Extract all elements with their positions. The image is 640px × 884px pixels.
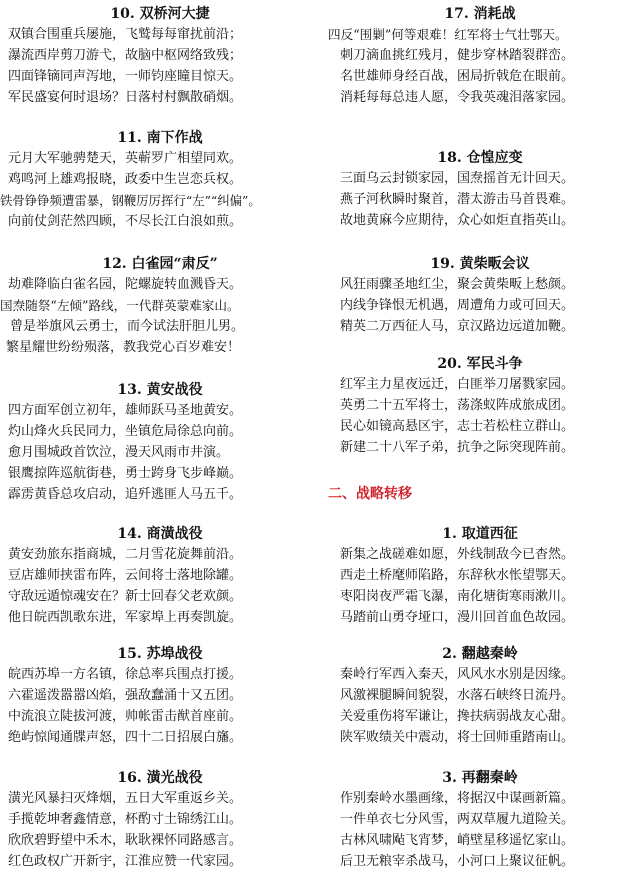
poem-s2-1 (320, 524, 640, 628)
poem-line: 内线争锋恨无机遇，周遭角力或可回天。 (340, 298, 575, 313)
poem-title: 19. 黄柴畈会议 (430, 256, 530, 272)
poem-line: 他日皖西凯歌东进，军家埠上再奏凯旋。 (8, 610, 243, 625)
poem-17 (320, 4, 640, 108)
poem-12 (0, 254, 320, 358)
poem-line: 枣阳岗夜严霜飞瀑，南化塘街寒雨漱川。 (340, 589, 575, 604)
poem-title: 11. 南下作战 (117, 130, 203, 146)
poem-line: 燕子河秋瞬时聚首，潜太游击马首畏难。 (340, 192, 575, 207)
poem-15 (0, 644, 320, 748)
poem-19 (320, 254, 640, 337)
poem-line: 西走土桥麾师陷路，东辞秋水怅望鄂天。 (340, 568, 575, 583)
poem-line: 国焘随祭“左倾”路线，一代群英蒙难家山。 (0, 298, 240, 313)
poem-line: 后卫无粮宰杀战马，小河口上聚议征帆。 (340, 854, 575, 869)
poem-title: 2. 翻越秦岭 (442, 646, 518, 662)
poem-line: 名世雄师身经百战，困局折戟危在眼前。 (340, 69, 575, 84)
poem-line: 风激裸腿瞬间貌裂，水落石峡终日流丹。 (340, 688, 575, 703)
poem-line: 手揽乾坤奢鑫情意，杯酌寸土锦绣江山。 (8, 812, 243, 827)
poem-title: 1. 取道西征 (442, 526, 518, 542)
poem-title: 16. 潢光战役 (117, 770, 203, 786)
poem-line: 黄安劲旅东指商城，二月雪花旋舞前沿。 (8, 547, 243, 562)
poem-line: 三面乌云封锁家园，国焘摇首无计回天。 (340, 171, 575, 186)
poem-line: 繁星耀世纷纷殒落，教我党心百岁难安！ (6, 340, 241, 355)
poem-line: 英勇二十五军将士，荡涤蚁阵成旅成团。 (340, 398, 575, 413)
poem-line: 秦岭行军西入秦天，风风水水别是因缘。 (340, 667, 575, 682)
poem-line: 红色政权广开新宇，江淮应赞一代家园。 (8, 854, 243, 869)
poem-14 (0, 524, 320, 628)
poem-line: 霹雳黄昏总攻启动，追歼逃匪人马五千。 (8, 487, 243, 502)
poem-title: 15. 苏埠战役 (117, 646, 203, 662)
section-heading: 二、战略转移 (328, 486, 412, 502)
poem-title: 17. 消耗战 (444, 6, 516, 22)
poem-line: 军民盛宴何时退场？日落村村飘散硝烟。 (8, 90, 243, 105)
poem-18 (320, 148, 640, 231)
poem-10 (0, 4, 320, 108)
poem-s2-2 (320, 644, 640, 748)
poem-20 (320, 354, 640, 458)
poem-title: 18. 仓惶应变 (437, 150, 523, 166)
poem-line: 双镇合围重兵屡施，飞鹫每每窜扰前沿； (8, 27, 243, 42)
poem-line: 皖西苏埠一方名镇，徐总率兵围点打援。 (8, 667, 243, 682)
poem-line: 向前仗剑茫然四顾，不尽长江白浪如煎。 (8, 214, 243, 229)
poem-line: 鸡鸣河上雄鸡报晓，政委中生岂恋兵权。 (8, 172, 243, 187)
poem-line: 陕军败绩关中震动，将士回师重踏南山。 (340, 730, 575, 745)
poem-line: 瀑流西岸剪刀游弋，故脑中枢网络致残； (8, 48, 243, 63)
poem-title: 12. 白雀园“肃反” (102, 256, 218, 272)
poem-line: 愈月围城政首饮泣，漫天风雨市井演。 (8, 445, 230, 460)
poem-line: 六霍遥泼嚣嚣凶焰，强敌蠢涌十又五团。 (8, 688, 243, 703)
poem-line: 四方面军创立初年，雄师跃马圣地黄安。 (8, 403, 243, 418)
poem-line: 精英二万西征人马，京汉路边远道加鞭。 (340, 319, 575, 334)
poem-line: 作别秦岭水墨画缘，将据汉中谋画新篇。 (340, 791, 575, 806)
poem-line: 守敌远遁惊魂安在？新士回春父老欢颜。 (8, 589, 243, 604)
poem-13 (0, 380, 320, 505)
poem-line: 银鹰掠阵巡航街巷，勇士跨身飞步峰巅。 (8, 466, 243, 481)
poem-line: 风狂雨骤圣地红尘，聚会黄柴畈上愁颜。 (340, 277, 575, 292)
poem-line: 中流浪立陡拔河渡，帅帐雷击猷首座前。 (8, 709, 243, 724)
poem-line: 四反“围剿”何等艰难！红军将士气壮鄂天。 (328, 27, 568, 42)
poem-line: 消耗每每总违人愿，令我英魂泪落家园。 (340, 90, 575, 105)
poem-line: 红军主力星夜远迁，白匪举刀屠戮家园。 (340, 377, 575, 392)
poem-line: 一件单衣七分风雪，两双草履九道险关。 (340, 812, 575, 827)
poem-16 (0, 768, 320, 872)
poem-s2-3 (320, 768, 640, 872)
poem-line: 灼山烽火兵民同力，坐镇危局徐总向前。 (8, 424, 243, 439)
poem-line: 刺刀滴血挑红残月，健步穿林踏裂群峦。 (340, 48, 575, 63)
poem-line: 新集之战磋难如愿，外线制敌今已杳然。 (340, 547, 575, 562)
poem-line: 故地黄麻今应期待，众心如炬直指英山。 (340, 213, 575, 228)
poem-title: 13. 黄安战役 (117, 382, 203, 398)
poem-line: 古林风啸飐飞宵梦，峭壁星移遥忆家山。 (340, 833, 575, 848)
poem-line: 民心如镜高悬区宇，志士若松柱立群山。 (340, 419, 575, 434)
poem-line: 潢光风暴扫灭烽烟，五日大军重返乡关。 (8, 791, 243, 806)
poem-line: 曾是举旗风云勇士，而今试法肝胆儿男。 (10, 319, 245, 334)
poem-line: 马踏前山勇夺垭口，漫川回首血色故园。 (340, 610, 575, 625)
poem-line: 元月大军驰骋楚天，英蕲罗广相望同欢。 (8, 151, 243, 166)
poem-title: 20. 军民斗争 (437, 356, 523, 372)
poem-line: 欣欣碧野望中禾木，耿耿裸怀同路感言。 (8, 833, 243, 848)
poem-line: 铁骨铮铮频遭雷暴，钢鞭厉厉挥行“左”“纠偏”。 (0, 193, 261, 208)
poem-line: 劫难降临白雀名园，陀螺旋转血溅昏天。 (8, 277, 243, 292)
poem-title: 14. 商潢战役 (117, 526, 203, 542)
poem-title: 10. 双桥河大捷 (110, 6, 210, 22)
poem-title: 3. 再翻秦岭 (442, 770, 518, 786)
poem-line: 关爱重伤将军谦让，搀扶病弱战友心甜。 (340, 709, 575, 724)
poem-line: 新建二十八军子弟，抗争之际突现阵前。 (340, 440, 575, 455)
poem-line: 绝屿惊闻通牒声怒，四十二日招展白旛。 (8, 730, 243, 745)
poem-line: 豆店雄师挟雷布阵，云间将士落地除罐。 (8, 568, 243, 583)
poem-11 (0, 128, 320, 232)
poem-line: 四面锋镝同声泻地，一师钧座瞳目惊天。 (8, 69, 243, 84)
